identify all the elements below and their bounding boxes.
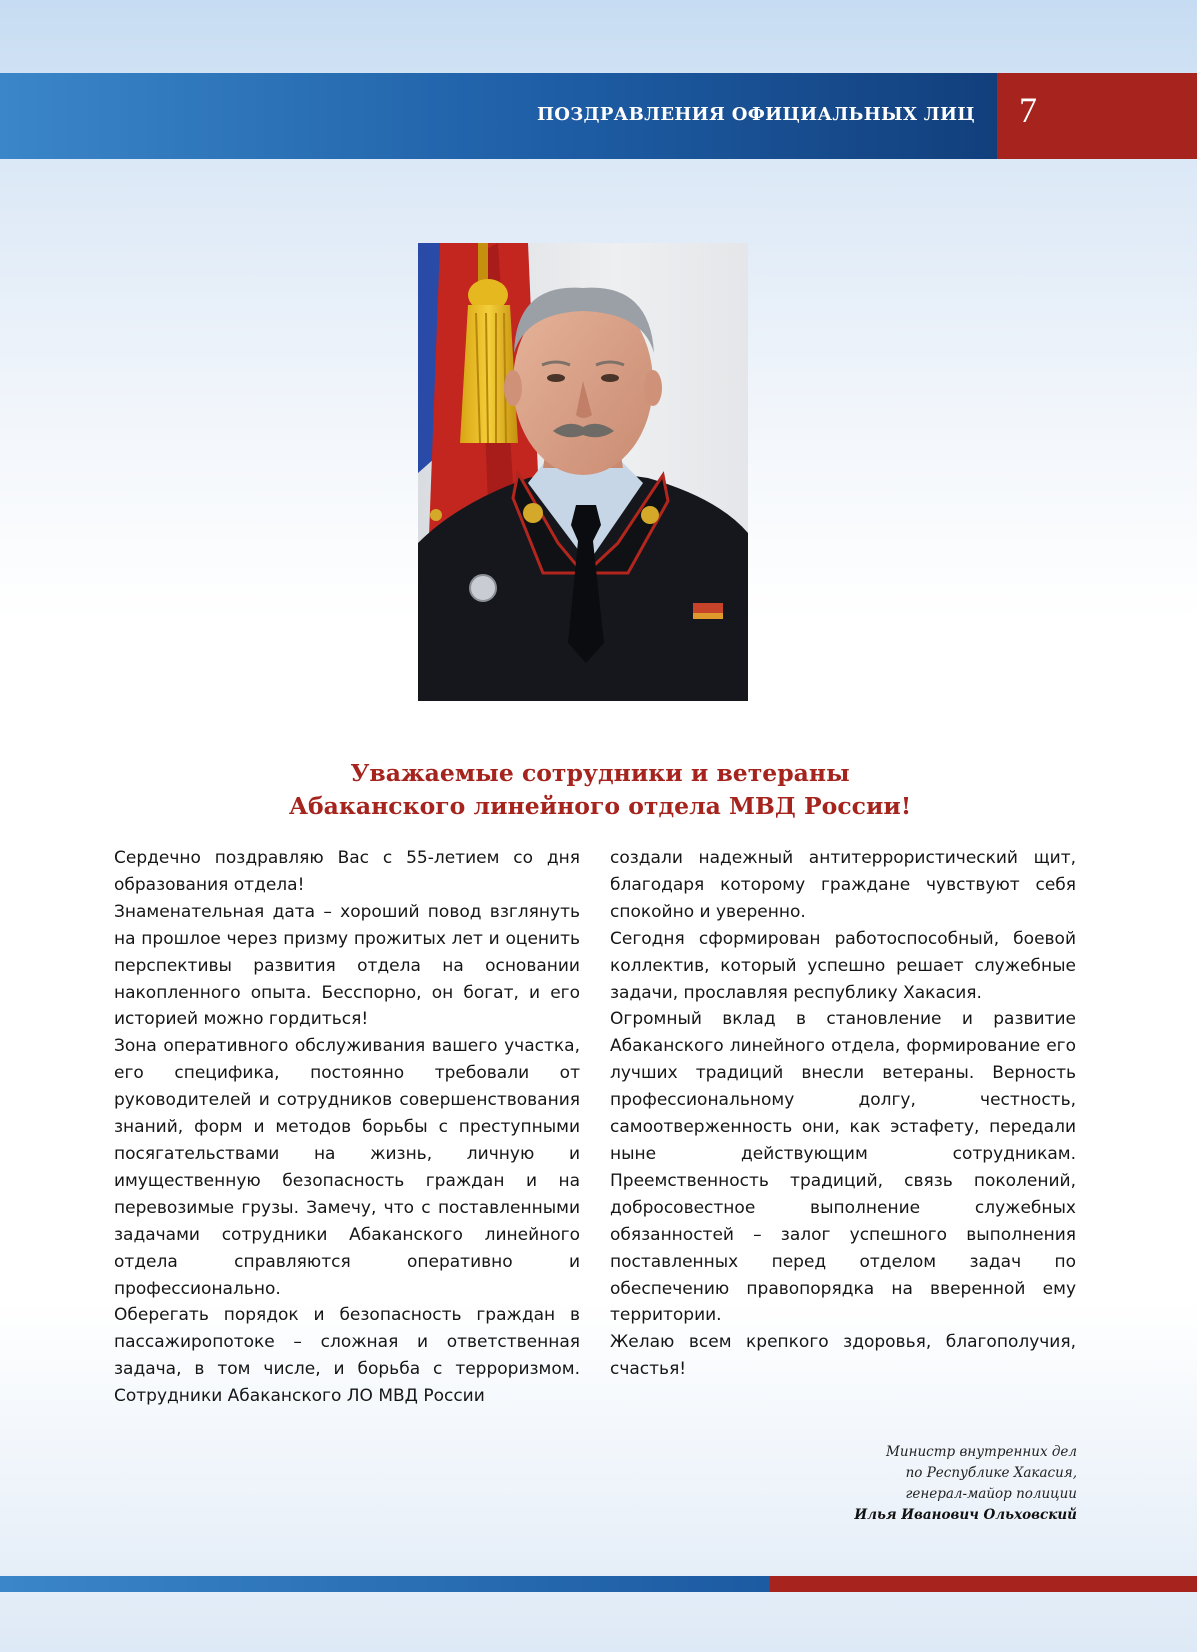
- paragraph: Зона оперативного обслуживания вашего участка, его специфика, постоянно требовали от руководителей и сотрудников совершенствования знаний, форм и методов борьбы с преступными посягательствами на жизнь, личную и имущественную безопасность граждан и на перевозимые грузы. Замечу, что с поставленными задачами сотрудники Абаканского линейного отдела справляются оперативно и профессионально.: [114, 1036, 580, 1299]
- paragraph: Оберегать порядок и безопасность граждан в пассажиропотоке – сложная и ответственная задача, в том числе, и борьба с терроризмом. Сотрудники Абаканского ЛО МВД России: [114, 1305, 580, 1407]
- headline-line-1: Уважаемые сотрудники и ветераны: [350, 759, 850, 787]
- page-number: 7: [1019, 90, 1037, 130]
- signature-region: по Республике Хакасия,: [905, 1465, 1077, 1481]
- paragraph: Огромный вклад в становление и развитие Абаканского линейного отдела, формирование его лучших традиций внесли ветераны. Верность профессиональному долгу, честность, самоотверженность они, как эстафету, передали ныне действующим сотрудникам. Преемственность традиций, связь поколений, добросовестное выполнение служебных обязанностей – залог успешного выполнения поставленных перед отделом задач по обеспечению правопорядка на вверенной ему территории.: [610, 1009, 1076, 1326]
- header-band: [0, 73, 997, 159]
- paragraph: Желаю всем крепкого здоровья, благополучия, счастья!: [610, 1332, 1076, 1380]
- text-column-left: [114, 845, 580, 1410]
- section-title: ПОЗДРАВЛЕНИЯ ОФИЦИАЛЬНЫХ ЛИЦ: [536, 104, 975, 125]
- headline-line-2: Абаканского линейного отдела МВД России!: [288, 792, 912, 820]
- text-column-right: [610, 845, 1076, 1383]
- signature-block: [854, 1442, 1077, 1526]
- footer-band-blue: [0, 1576, 770, 1592]
- official-portrait: [418, 243, 748, 701]
- footer-band-red: [770, 1576, 1197, 1592]
- greeting-headline: [150, 757, 1050, 823]
- paragraph: Сердечно поздравляю Вас с 55-летием со дня образования отдела!: [114, 848, 580, 895]
- paragraph: Сегодня сформирован работоспособный, боевой коллектив, который успешно решает служебные задачи, прославляя республику Хакасия.: [610, 928, 1076, 1003]
- page-number-box: [997, 73, 1197, 159]
- signature-position: Министр внутренних дел: [886, 1444, 1077, 1460]
- paragraph: Знаменательная дата – хороший повод взглянуть на прошлое через призму прожитых лет и оценить перспективы развития отдела на основании накопленного опыта. Бесспорно, он богат, и его историей можно гордиться!: [114, 901, 580, 1030]
- signature-name: Илья Иванович Ольховский: [854, 1507, 1077, 1523]
- paragraph: создали надежный антитеррористический щит, благодаря которому граждане чувствуют себя спокойно и уверенно.: [610, 848, 1076, 922]
- signature-rank: генерал-майор полиции: [905, 1486, 1077, 1502]
